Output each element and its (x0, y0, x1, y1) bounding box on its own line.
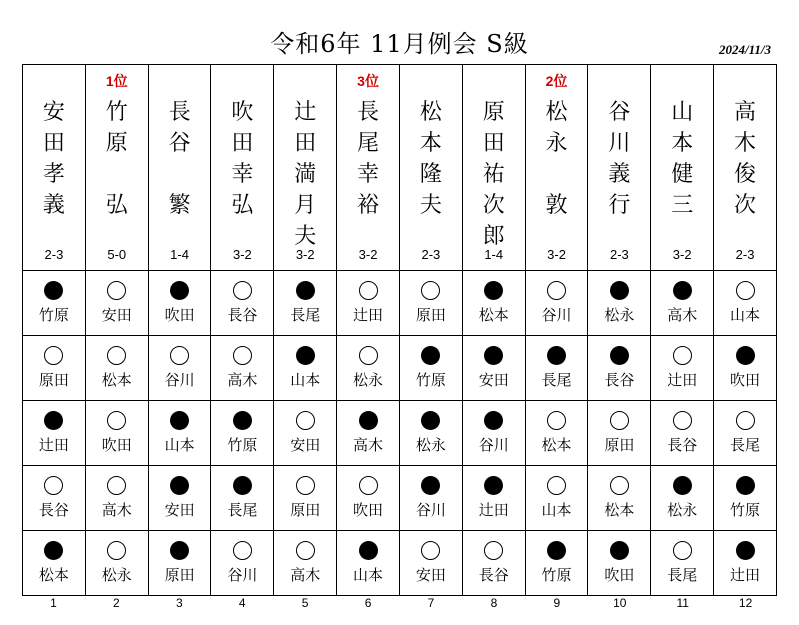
name-char: 原 (105, 131, 128, 156)
opponent-name: 安田 (290, 436, 321, 454)
opponent-name: 松本 (541, 436, 572, 454)
win-circle-icon (44, 346, 63, 365)
player-header-row (23, 65, 777, 271)
name-char (526, 159, 588, 190)
game-cell (85, 531, 148, 596)
game-cell (462, 401, 525, 466)
opponent-name: 松永 (415, 436, 446, 454)
rank-label: 1位 (105, 73, 128, 89)
round-row (23, 466, 777, 531)
opponent-name: 山本 (353, 566, 384, 584)
opponent-name: 谷川 (541, 306, 572, 324)
loss-circle-icon (296, 346, 315, 365)
name-char: 谷 (608, 100, 631, 125)
win-loss-record: 2-3 (609, 247, 629, 262)
win-loss-record: 3-2 (358, 247, 378, 262)
game-cell (525, 401, 588, 466)
win-circle-icon (421, 281, 440, 300)
loss-circle-icon (421, 476, 440, 495)
game-cell (588, 401, 651, 466)
loss-circle-icon (170, 541, 189, 560)
game-cell (399, 466, 462, 531)
player-header-cell (462, 65, 525, 271)
opponent-name: 吹田 (604, 566, 635, 584)
opponent-name: 松本 (604, 501, 635, 519)
opponent-name: 長尾 (290, 306, 321, 324)
name-char: 行 (608, 193, 631, 218)
opponent-name: 辻田 (667, 371, 698, 389)
player-header-cell (588, 65, 651, 271)
name-char: 永 (545, 131, 568, 156)
name-char: 高 (734, 100, 757, 125)
loss-circle-icon (359, 541, 378, 560)
name-char: 吹 (231, 100, 254, 125)
opponent-name: 谷川 (478, 436, 509, 454)
loss-circle-icon (736, 346, 755, 365)
opponent-name: 安田 (478, 371, 509, 389)
win-circle-icon (547, 411, 566, 430)
name-char: 敦 (545, 193, 568, 218)
win-loss-record: 2-3 (735, 247, 755, 262)
game-cell (337, 531, 400, 596)
player-header-cell (714, 65, 777, 271)
game-cell (23, 271, 86, 336)
player-name (526, 97, 588, 221)
game-cell (462, 271, 525, 336)
loss-circle-icon (610, 281, 629, 300)
game-cell (148, 466, 211, 531)
opponent-name: 竹原 (541, 566, 572, 584)
win-circle-icon (610, 411, 629, 430)
loss-circle-icon (547, 346, 566, 365)
opponent-name: 吹田 (101, 436, 132, 454)
loss-circle-icon (44, 541, 63, 560)
opponent-name: 辻田 (353, 306, 384, 324)
win-loss-record: 5-0 (107, 247, 127, 262)
name-char: 夫 (294, 224, 317, 249)
name-char: 次 (482, 193, 505, 218)
name-char: 満 (294, 162, 317, 187)
loss-circle-icon (673, 281, 692, 300)
game-cell (23, 466, 86, 531)
win-circle-icon (107, 541, 126, 560)
name-char: 俊 (734, 162, 757, 187)
win-circle-icon (359, 281, 378, 300)
win-circle-icon (296, 411, 315, 430)
game-cell (274, 466, 337, 531)
round-row (23, 336, 777, 401)
opponent-name: 辻田 (730, 566, 761, 584)
opponent-name: 長尾 (227, 501, 258, 519)
name-char: 安 (42, 100, 65, 125)
game-cell (462, 531, 525, 596)
name-char: 幸 (231, 162, 254, 187)
opponent-name: 原田 (604, 436, 635, 454)
game-cell (274, 336, 337, 401)
game-cell (148, 531, 211, 596)
opponent-name: 安田 (164, 501, 195, 519)
game-cell (714, 336, 777, 401)
win-circle-icon (484, 541, 503, 560)
name-char: 義 (42, 193, 65, 218)
name-char: 弘 (105, 193, 128, 218)
name-char: 夫 (419, 193, 442, 218)
player-header-cell (211, 65, 274, 271)
game-cell (23, 401, 86, 466)
opponent-name: 長尾 (667, 566, 698, 584)
opponent-name: 原田 (290, 501, 321, 519)
name-char: 竹 (105, 100, 128, 125)
opponent-name: 長尾 (730, 436, 761, 454)
player-number: 9 (553, 596, 561, 610)
opponent-name: 吹田 (353, 501, 384, 519)
game-cell (462, 336, 525, 401)
game-cell (337, 401, 400, 466)
player-number: 10 (613, 596, 627, 610)
game-cell (588, 271, 651, 336)
win-circle-icon (107, 281, 126, 300)
game-cell (23, 531, 86, 596)
name-char: 繁 (168, 193, 191, 218)
round-row (23, 271, 777, 336)
player-number: 11 (676, 596, 689, 610)
page-title: 令和6年 11月例会 S級 (270, 30, 529, 58)
game-cell (211, 466, 274, 531)
name-char: 川 (608, 131, 631, 156)
game-cell (651, 271, 714, 336)
player-header-cell (525, 65, 588, 271)
player-name (149, 97, 211, 221)
opponent-name: 山本 (290, 371, 321, 389)
player-name (23, 97, 85, 221)
win-circle-icon (233, 281, 252, 300)
opponent-name: 安田 (415, 566, 446, 584)
game-cell (274, 401, 337, 466)
opponent-name: 松永 (101, 566, 132, 584)
opponent-name: 高木 (290, 566, 321, 584)
game-cell (85, 401, 148, 466)
opponent-name: 原田 (38, 371, 69, 389)
name-char: 隆 (419, 162, 442, 187)
loss-circle-icon (44, 281, 63, 300)
loss-circle-icon (233, 476, 252, 495)
event-date: 2024/11/3 (718, 42, 771, 57)
game-cell (148, 336, 211, 401)
game-cell (148, 401, 211, 466)
player-header-cell (399, 65, 462, 271)
name-char: 祐 (482, 162, 505, 187)
win-circle-icon (359, 476, 378, 495)
opponent-name: 山本 (730, 306, 761, 324)
win-circle-icon (170, 346, 189, 365)
loss-circle-icon (484, 411, 503, 430)
win-circle-icon (736, 411, 755, 430)
player-number: 2 (113, 596, 120, 610)
opponent-name: 松本 (38, 566, 69, 584)
win-circle-icon (233, 346, 252, 365)
name-char: 長 (168, 100, 191, 125)
game-cell (337, 466, 400, 531)
name-char: 孝 (42, 162, 65, 187)
win-circle-icon (107, 476, 126, 495)
opponent-name: 山本 (164, 436, 195, 454)
game-cell (588, 336, 651, 401)
player-header-cell (274, 65, 337, 271)
name-char: 本 (419, 131, 442, 156)
player-name (337, 97, 399, 221)
name-char: 谷 (168, 131, 191, 156)
opponent-name: 原田 (164, 566, 195, 584)
opponent-name: 長尾 (541, 371, 572, 389)
player-name (651, 97, 713, 221)
game-cell (274, 271, 337, 336)
name-char: 裕 (357, 193, 380, 218)
game-cell (651, 466, 714, 531)
loss-circle-icon (170, 281, 189, 300)
opponent-name: 松本 (478, 306, 509, 324)
game-cell (399, 401, 462, 466)
game-cell (714, 466, 777, 531)
player-number: 4 (238, 596, 246, 610)
game-cell (85, 336, 148, 401)
game-cell (337, 336, 400, 401)
name-char: 田 (42, 131, 65, 156)
opponent-name: 竹原 (227, 436, 258, 454)
player-number-row (22, 596, 777, 610)
loss-circle-icon (484, 476, 503, 495)
name-char: 松 (545, 100, 568, 125)
game-cell (651, 531, 714, 596)
game-cell (399, 531, 462, 596)
game-cell (525, 336, 588, 401)
win-circle-icon (44, 476, 63, 495)
opponent-name: 谷川 (415, 501, 446, 519)
opponent-name: 吹田 (164, 306, 195, 324)
win-circle-icon (610, 476, 629, 495)
win-circle-icon (736, 281, 755, 300)
name-char: 辻 (294, 100, 317, 125)
opponent-name: 長谷 (38, 501, 69, 519)
loss-circle-icon (296, 281, 315, 300)
game-cell (85, 466, 148, 531)
game-cell (211, 531, 274, 596)
win-loss-record: 3-2 (547, 247, 566, 262)
game-cell (651, 401, 714, 466)
player-number: 5 (301, 596, 309, 610)
win-loss-record: 1-4 (170, 247, 189, 262)
name-char (149, 159, 211, 190)
win-circle-icon (296, 476, 315, 495)
loss-circle-icon (233, 411, 252, 430)
loss-circle-icon (736, 541, 755, 560)
loss-circle-icon (359, 411, 378, 430)
player-number: 1 (50, 596, 57, 610)
name-char: 本 (671, 131, 694, 156)
player-name (400, 97, 462, 221)
loss-circle-icon (673, 476, 692, 495)
win-circle-icon (673, 541, 692, 560)
player-name (588, 97, 650, 221)
opponent-name: 長谷 (227, 306, 258, 324)
loss-circle-icon (421, 411, 440, 430)
player-number: 6 (364, 596, 372, 610)
game-cell (714, 531, 777, 596)
win-loss-record: 1-4 (484, 247, 504, 262)
game-cell (525, 466, 588, 531)
player-number: 3 (175, 596, 183, 610)
name-char: 月 (294, 193, 317, 218)
win-circle-icon (547, 476, 566, 495)
name-char: 郎 (482, 224, 505, 249)
opponent-name: 高木 (227, 371, 258, 389)
name-char: 三 (671, 193, 694, 218)
name-char (86, 159, 148, 190)
name-char: 山 (671, 100, 694, 125)
player-number: 7 (427, 596, 435, 610)
name-char: 次 (734, 193, 757, 218)
loss-circle-icon (484, 281, 503, 300)
opponent-name: 長谷 (478, 566, 509, 584)
player-header-cell (651, 65, 714, 271)
game-cell (148, 271, 211, 336)
game-cell (274, 531, 337, 596)
rank-label: 2位 (545, 73, 568, 89)
opponent-name: 松永 (353, 371, 384, 389)
round-row (23, 531, 777, 596)
loss-circle-icon (170, 476, 189, 495)
opponent-name: 原田 (415, 306, 446, 324)
win-circle-icon (673, 411, 692, 430)
player-header-cell (23, 65, 86, 271)
opponent-name: 谷川 (227, 566, 258, 584)
win-loss-record: 2-3 (421, 247, 441, 262)
player-name (274, 97, 336, 252)
game-cell (211, 336, 274, 401)
player-number: 8 (490, 596, 498, 610)
game-cell (337, 271, 400, 336)
opponent-name: 松永 (667, 501, 698, 519)
player-name (714, 97, 776, 221)
player-name (211, 97, 273, 221)
opponent-name: 松本 (101, 371, 132, 389)
opponent-name: 山本 (541, 501, 572, 519)
name-char: 田 (294, 131, 317, 156)
game-cell (399, 336, 462, 401)
name-char: 弘 (231, 193, 254, 218)
win-circle-icon (359, 346, 378, 365)
name-char: 松 (419, 100, 442, 125)
opponent-name: 辻田 (38, 436, 69, 454)
loss-circle-icon (610, 346, 629, 365)
win-circle-icon (547, 281, 566, 300)
game-cell (525, 531, 588, 596)
player-number: 12 (738, 596, 753, 610)
game-cell (588, 466, 651, 531)
game-cell (714, 271, 777, 336)
win-circle-icon (296, 541, 315, 560)
opponent-name: 安田 (101, 306, 132, 324)
game-cell (23, 336, 86, 401)
opponent-name: 辻田 (478, 501, 509, 519)
opponent-name: 高木 (101, 501, 132, 519)
game-cell (714, 401, 777, 466)
opponent-name: 長谷 (604, 371, 635, 389)
opponent-name: 高木 (353, 436, 384, 454)
win-loss-record: 3-2 (295, 247, 315, 262)
name-char: 義 (608, 162, 631, 187)
name-char: 幸 (357, 162, 380, 187)
loss-circle-icon (484, 346, 503, 365)
win-circle-icon (421, 541, 440, 560)
player-header-cell (148, 65, 211, 271)
opponent-name: 長谷 (667, 436, 698, 454)
opponent-name: 松永 (604, 306, 635, 324)
opponent-name: 吹田 (730, 371, 761, 389)
game-cell (525, 271, 588, 336)
game-cell (85, 271, 148, 336)
loss-circle-icon (610, 541, 629, 560)
player-name (86, 97, 148, 221)
name-char: 田 (482, 131, 505, 156)
win-circle-icon (107, 411, 126, 430)
loss-circle-icon (44, 411, 63, 430)
name-char: 長 (357, 100, 380, 125)
win-circle-icon (673, 346, 692, 365)
game-cell (588, 531, 651, 596)
win-loss-record: 3-2 (672, 247, 692, 262)
results-table (22, 64, 777, 596)
name-char: 田 (231, 131, 254, 156)
player-name (463, 97, 525, 252)
rank-label: 3位 (357, 73, 379, 89)
loss-circle-icon (421, 346, 440, 365)
win-circle-icon (107, 346, 126, 365)
loss-circle-icon (170, 411, 189, 430)
opponent-name: 竹原 (415, 371, 446, 389)
win-loss-record: 2-3 (44, 247, 64, 262)
game-cell (462, 466, 525, 531)
player-header-cell (85, 65, 148, 271)
game-cell (651, 336, 714, 401)
win-loss-record: 3-2 (233, 247, 252, 262)
game-cell (211, 271, 274, 336)
win-circle-icon (233, 541, 252, 560)
name-char: 木 (734, 131, 757, 156)
loss-circle-icon (547, 541, 566, 560)
game-cell (211, 401, 274, 466)
name-char: 尾 (357, 131, 380, 156)
name-char: 健 (671, 162, 694, 187)
player-header-cell (337, 65, 400, 271)
game-cell (399, 271, 462, 336)
opponent-name: 谷川 (164, 371, 195, 389)
opponent-name: 高木 (667, 306, 698, 324)
opponent-name: 竹原 (730, 501, 761, 519)
loss-circle-icon (736, 476, 755, 495)
name-char: 原 (482, 100, 505, 125)
opponent-name: 竹原 (38, 306, 69, 324)
round-row (23, 401, 777, 466)
